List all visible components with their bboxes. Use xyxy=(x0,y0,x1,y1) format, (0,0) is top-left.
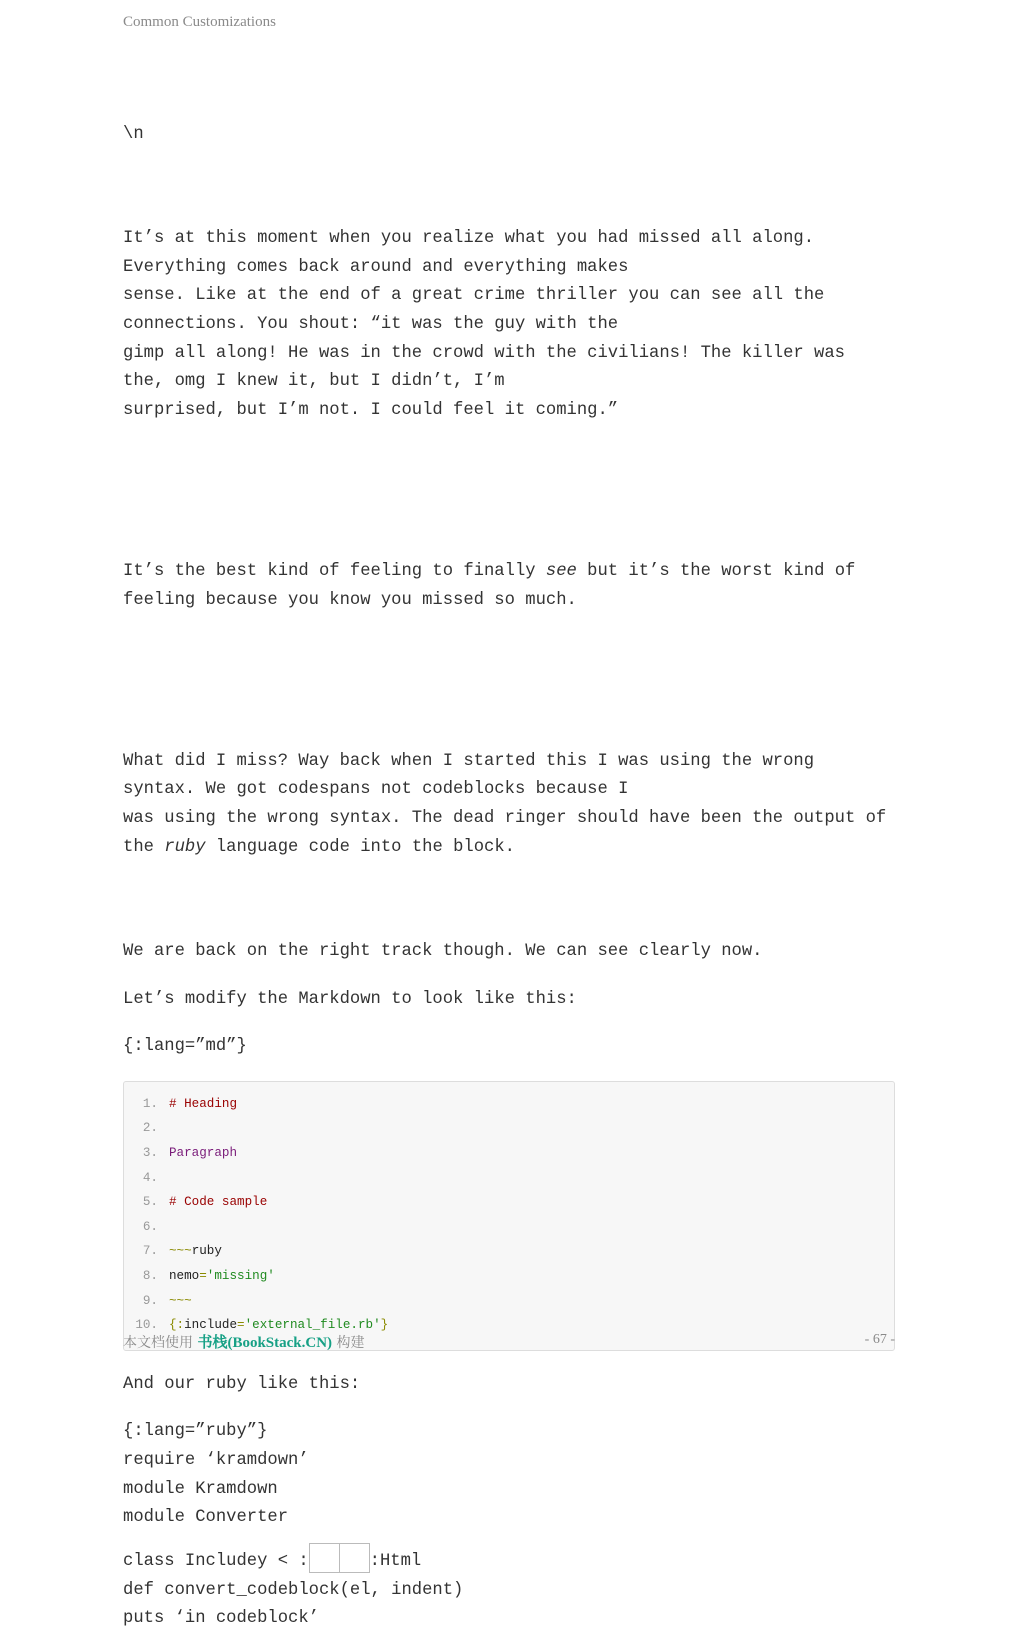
text-line: module Converter xyxy=(123,1508,289,1528)
code-token-fence: ~~~ xyxy=(169,1244,192,1259)
bookstack-link[interactable]: 书栈(BookStack.CN) xyxy=(197,1335,333,1351)
text-segment: language code into the block. xyxy=(205,837,515,857)
code-token-paragraph: Paragraph xyxy=(169,1145,238,1160)
document-content xyxy=(123,121,895,1634)
paragraph-what-did-i-miss xyxy=(123,691,895,919)
paragraph-feeling xyxy=(123,501,895,672)
code-line xyxy=(124,1239,894,1264)
code-token-operator: = xyxy=(199,1268,207,1283)
code-token-heading: # Code sample xyxy=(169,1195,268,1210)
text-segment: :Html xyxy=(369,1552,422,1572)
text-line xyxy=(123,558,895,587)
paragraph-realization xyxy=(123,168,895,482)
table-cell xyxy=(340,1544,369,1572)
text-line: It’s at this moment when you realize what you had missed all along. xyxy=(123,229,815,249)
text-line: was using the wrong syntax. The dead ringer should have been the output of xyxy=(123,809,887,828)
line-number: 9. xyxy=(142,1293,158,1308)
paragraph-back-on-track xyxy=(123,938,895,967)
emphasis-text: ruby xyxy=(164,837,206,857)
paragraph-ruby-intro xyxy=(123,1371,895,1400)
code-line xyxy=(124,1166,894,1191)
text-line: What did I miss? Way back when I started this I was using the wrong xyxy=(123,751,815,771)
text-line xyxy=(123,834,895,863)
text-line: surprised, but I’m not. I could feel it coming.” xyxy=(123,400,619,420)
code-token-string: 'external_file.rb' xyxy=(244,1318,381,1333)
code-line xyxy=(124,1092,894,1117)
code-line xyxy=(124,1215,894,1240)
text-line: We are back on the right track though. We can see clearly now. xyxy=(123,942,763,961)
line-number: 2. xyxy=(142,1121,158,1136)
text-segment: class Includey < : xyxy=(123,1552,309,1572)
line-number: 3. xyxy=(142,1145,158,1160)
text-line: require ‘kramdown’ xyxy=(123,1450,309,1470)
code-line xyxy=(124,1264,894,1289)
text-line: gimp all along! He was in the crowd with the civilians! The killer was xyxy=(123,343,845,363)
line-number: 1. xyxy=(142,1096,158,1111)
text-line: puts ‘in codeblock’ xyxy=(123,1609,319,1629)
text-line: Everything comes back around and everything makes xyxy=(123,257,629,277)
text-segment: but it’s the worst kind of xyxy=(576,562,856,581)
paragraph-modify-markdown xyxy=(123,986,895,1015)
markdown-code-block xyxy=(123,1081,895,1351)
code-token-operator: = xyxy=(237,1318,245,1333)
line-number: 7. xyxy=(142,1244,158,1259)
code-token-variable: nemo xyxy=(169,1268,200,1283)
footer-suffix: 构建 xyxy=(332,1335,365,1351)
text-line: the, omg I knew it, but I didn’t, I’m xyxy=(123,372,505,392)
code-token-heading: # Heading xyxy=(169,1096,238,1111)
code-line xyxy=(124,1116,894,1141)
code-line xyxy=(124,1141,894,1166)
table-cell xyxy=(310,1544,340,1572)
code-token-brace: {: xyxy=(169,1318,185,1333)
text-segment: It’s the best kind of feeling to finally xyxy=(123,562,546,581)
text-line: {:lang=”ruby”} xyxy=(123,1422,268,1442)
code-line xyxy=(124,1190,894,1215)
code-token-brace: } xyxy=(380,1318,389,1333)
emphasis-text: see xyxy=(545,562,577,581)
code-token-lang: ruby xyxy=(191,1244,222,1259)
text-line: connections. You shout: “it was the guy with the xyxy=(123,315,619,334)
empty-table xyxy=(309,1543,370,1573)
line-number: 5. xyxy=(142,1195,158,1210)
text-segment: the xyxy=(123,837,165,857)
running-header-title: Common Customizations xyxy=(123,14,276,30)
code-token-string: 'missing' xyxy=(206,1268,275,1283)
text-line: {:lang=”md”} xyxy=(123,1037,247,1057)
footer-attribution xyxy=(123,1331,365,1352)
text-line: Let’s modify the Markdown to look like this: xyxy=(123,989,577,1009)
text-line: syntax. We got codespans not codeblocks because I xyxy=(123,780,629,800)
text-line: sense. Like at the end of a great crime thriller you can see all the xyxy=(123,286,825,306)
code-line xyxy=(124,1289,894,1314)
ruby-source-lines xyxy=(123,1418,895,1634)
line-number: 4. xyxy=(142,1170,158,1185)
line-number: 6. xyxy=(142,1219,158,1234)
class-definition-line xyxy=(123,1543,895,1577)
text-line: def convert_codeblock(el, indent) xyxy=(123,1580,464,1600)
text-line: And our ruby like this: xyxy=(123,1374,361,1394)
text-line: module Kramdown xyxy=(123,1479,278,1499)
text-line: feeling because you know you missed so much. xyxy=(123,590,577,610)
page-number: - 67 - xyxy=(864,1332,895,1347)
lang-md-attribute xyxy=(123,1033,895,1062)
escape-line: \n xyxy=(123,125,144,144)
code-token-key: include xyxy=(184,1318,238,1333)
code-token-fence: ~~~ xyxy=(169,1293,192,1308)
footer-prefix: 本文档使用 xyxy=(123,1335,198,1351)
line-number: 8. xyxy=(142,1268,158,1283)
line-number: 10. xyxy=(135,1318,158,1333)
